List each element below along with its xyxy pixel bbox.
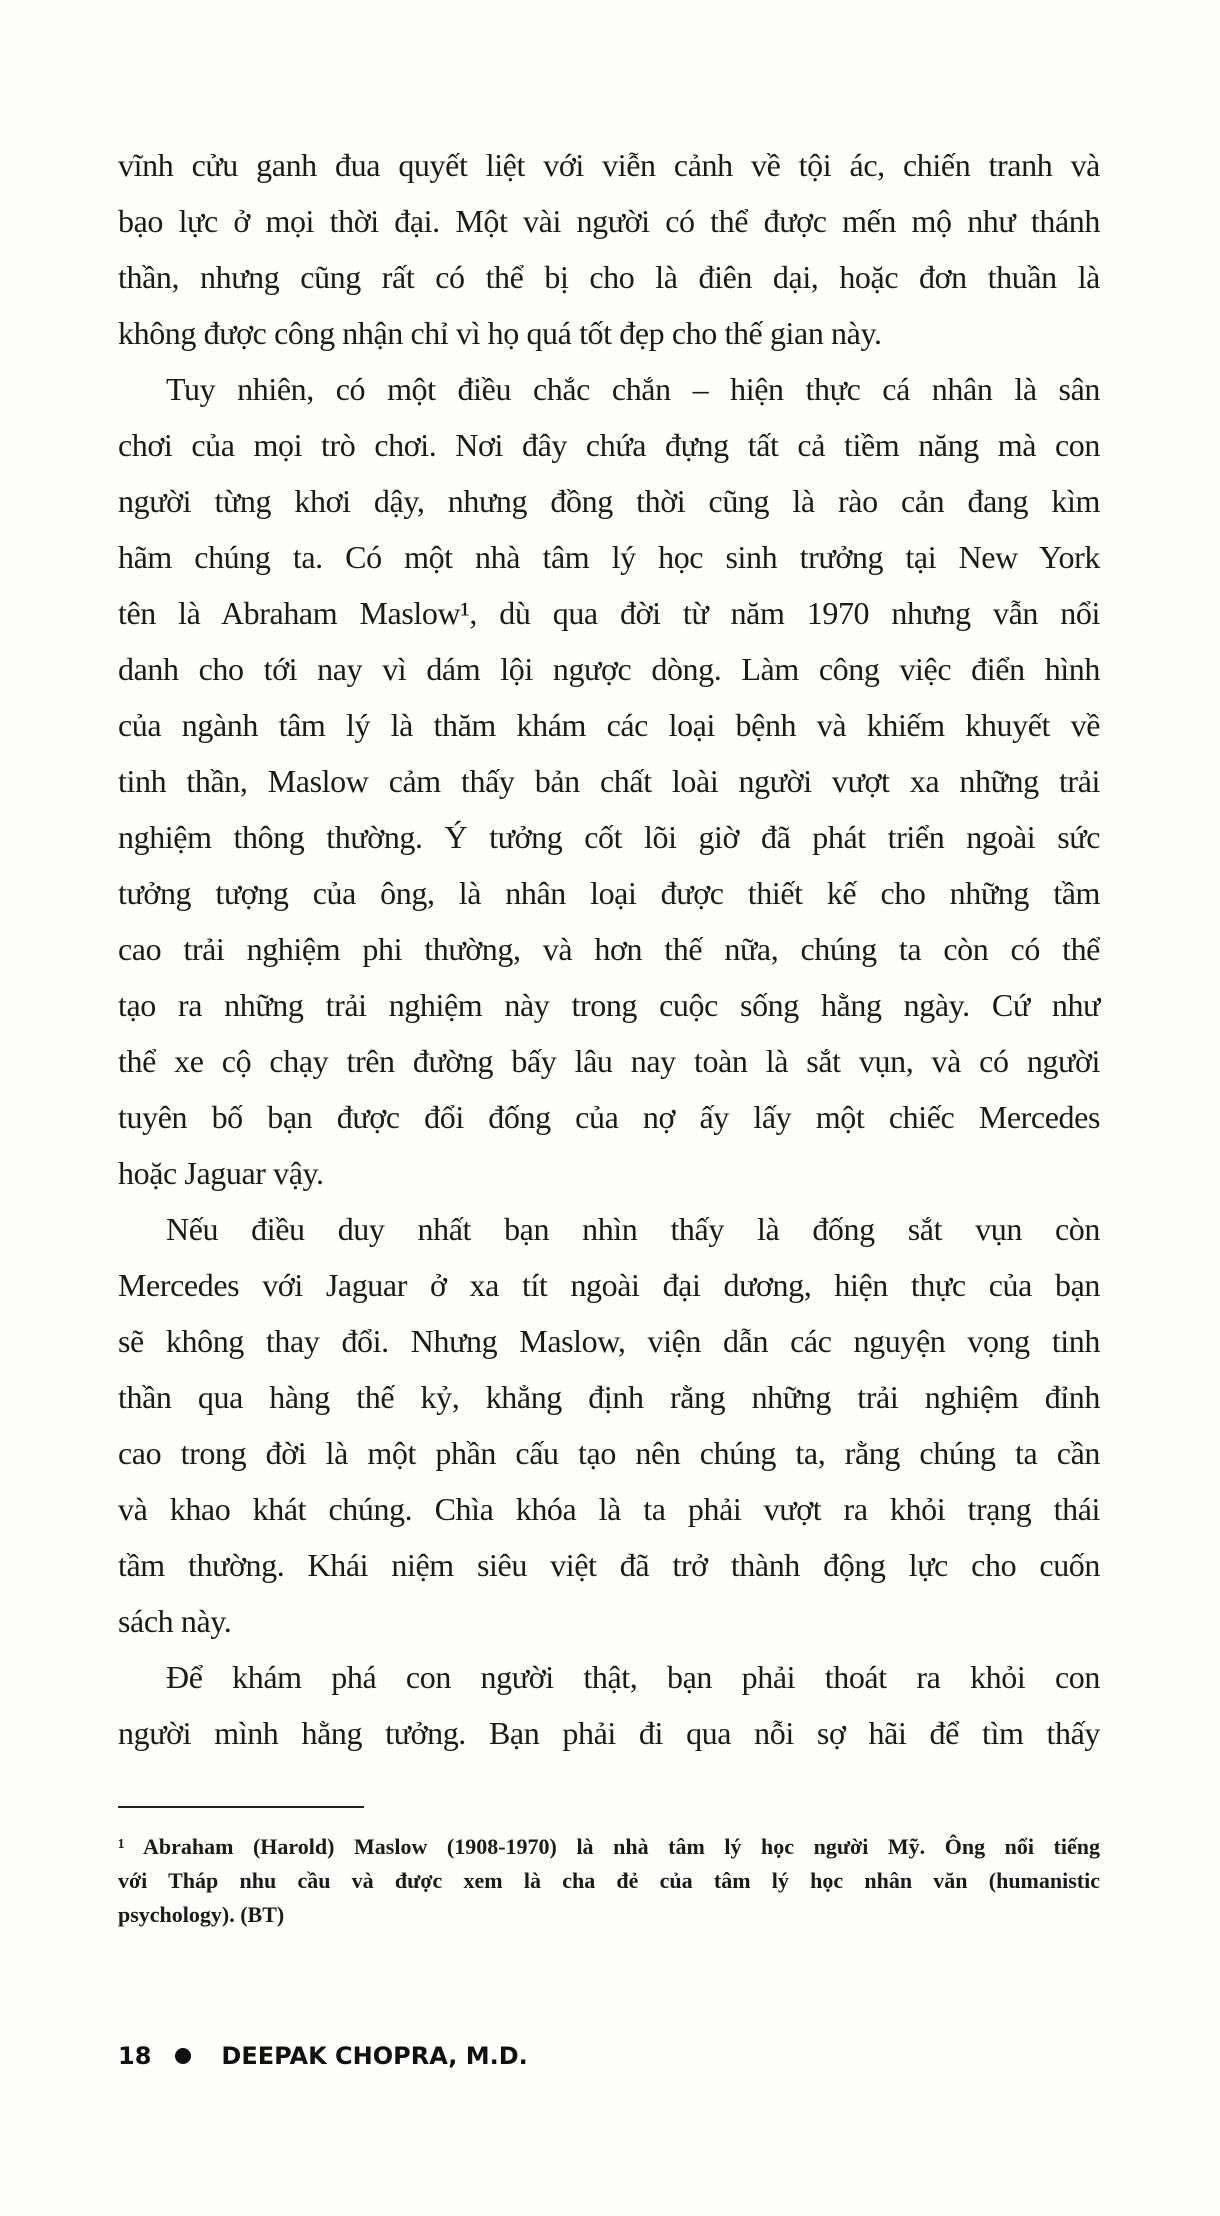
text-line: không được công nhận chỉ vì họ quá tốt đẹp cho thế gian này.: [118, 315, 882, 351]
text-line: tưởng tượng của ông, là nhân loại được thiết kế cho những tầm: [118, 875, 1100, 911]
text-line: hãm chúng ta. Có một nhà tâm lý học sinh trưởng tại New York: [118, 539, 1100, 575]
text-line: tinh thần, Maslow cảm thấy bản chất loài người vượt xa những trải: [118, 763, 1100, 799]
text-line: bạo lực ở mọi thời đại. Một vài người có thể được mến mộ như thánh: [118, 203, 1100, 239]
footnote: [118, 1830, 1100, 1932]
text-line: chơi của mọi trò chơi. Nơi đây chứa đựng tất cả tiềm năng mà con: [118, 427, 1100, 463]
text-line: hoặc Jaguar vậy.: [118, 1155, 324, 1191]
text-line: thần qua hàng thế kỷ, khẳng định rằng những trải nghiệm đỉnh: [118, 1379, 1100, 1415]
footnote-line: với Tháp nhu cầu và được xem là cha đẻ của tâm lý học nhân văn (humanistic: [118, 1868, 1100, 1893]
text-line: Mercedes với Jaguar ở xa tít ngoài đại dương, hiện thực của bạn: [118, 1267, 1100, 1303]
text-line: của ngành tâm lý là thăm khám các loại bệnh và khiếm khuyết về: [118, 707, 1100, 743]
text-line: tầm thường. Khái niệm siêu việt đã trở thành động lực cho cuốn: [118, 1547, 1100, 1583]
page-number: 18: [118, 2042, 152, 2070]
text-line: thể xe cộ chạy trên đường bấy lâu nay toàn là sắt vụn, và có người: [118, 1043, 1100, 1079]
footnote-divider: [118, 1806, 364, 1808]
text-line: sách này.: [118, 1603, 232, 1639]
text-line: tuyên bố bạn được đổi đống của nợ ấy lấy một chiếc Mercedes: [118, 1099, 1100, 1135]
text-line: danh cho tới nay vì dám lội ngược dòng. Làm công việc điển hình: [118, 651, 1100, 687]
text-line: Tuy nhiên, có một điều chắc chắn – hiện thực cá nhân là sân: [166, 371, 1100, 407]
text-line: thần, nhưng cũng rất có thể bị cho là điên dại, hoặc đơn thuần là: [118, 259, 1100, 295]
page-footer: [118, 2042, 528, 2070]
text-line: Nếu điều duy nhất bạn nhìn thấy là đống sắt vụn còn: [166, 1211, 1100, 1247]
text-line: sẽ không thay đổi. Nhưng Maslow, viện dẫn các nguyện vọng tinh: [118, 1323, 1100, 1359]
text-line: vĩnh cửu ganh đua quyết liệt với viễn cảnh về tội ác, chiến tranh và: [118, 147, 1100, 183]
text-line: tên là Abraham Maslow¹, dù qua đời từ năm 1970 nhưng vẫn nổi: [118, 595, 1100, 631]
running-author: DEEPAK CHOPRA, M.D.: [221, 2042, 528, 2070]
footnote-line: psychology). (BT): [118, 1902, 285, 1927]
text-line: tạo ra những trải nghiệm này trong cuộc sống hằng ngày. Cứ như: [118, 987, 1100, 1023]
text-line: cao trải nghiệm phi thường, và hơn thế nữa, chúng ta còn có thể: [118, 931, 1100, 967]
text-line: nghiệm thông thường. Ý tưởng cốt lõi giờ đã phát triển ngoài sức: [118, 819, 1100, 855]
footnote-line: ¹ Abraham (Harold) Maslow (1908-1970) là nhà tâm lý học người Mỹ. Ông nổi tiếng: [118, 1834, 1100, 1859]
text-line: và khao khát chúng. Chìa khóa là ta phải vượt ra khỏi trạng thái: [118, 1491, 1100, 1527]
text-line: người mình hằng tưởng. Bạn phải đi qua nỗi sợ hãi để tìm thấy: [118, 1715, 1100, 1751]
text-line: người từng khơi dậy, nhưng đồng thời cũng là rào cản đang kìm: [118, 483, 1100, 519]
text-line: Để khám phá con người thật, bạn phải thoát ra khỏi con: [166, 1659, 1100, 1695]
text-line: cao trong đời là một phần cấu tạo nên chúng ta, rằng chúng ta cần: [118, 1435, 1100, 1471]
bullet-icon: [175, 2048, 191, 2064]
body-text: [118, 137, 1100, 1761]
